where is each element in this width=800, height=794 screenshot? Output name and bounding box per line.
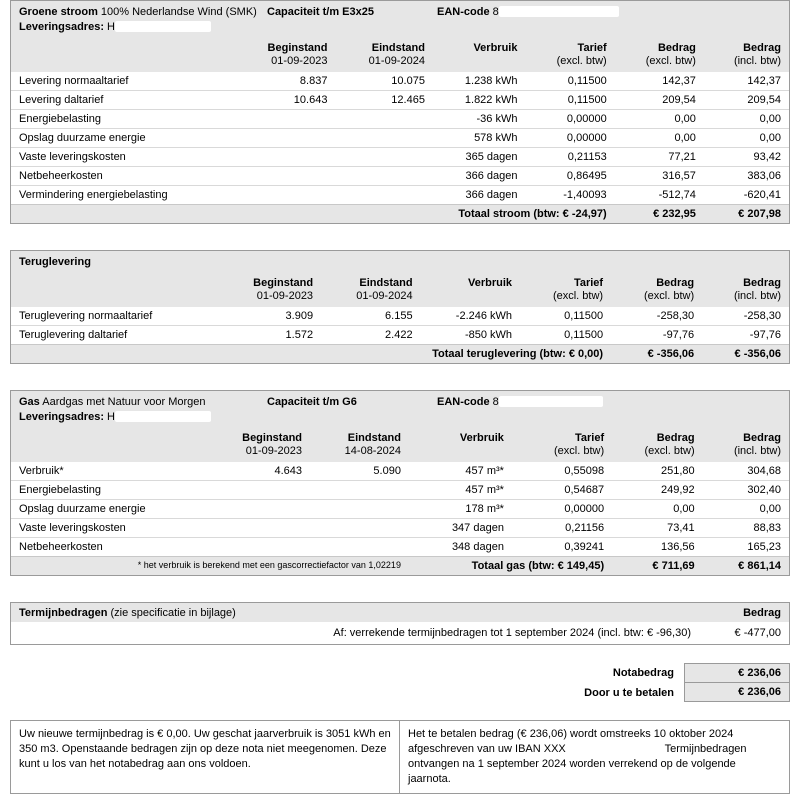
gas-table bbox=[11, 428, 789, 575]
termijn-title bbox=[19, 607, 236, 619]
row-eind: 2.422 bbox=[321, 326, 421, 345]
stroom-header-row-1 bbox=[19, 5, 781, 20]
row-excl: 0,00 bbox=[612, 500, 703, 519]
stroom-address-redaction bbox=[115, 21, 211, 32]
stroom-address-label: Leveringsadres: bbox=[19, 21, 104, 33]
notabedrag-value: € 236,06 bbox=[684, 663, 790, 683]
row-eind: 6.155 bbox=[385, 310, 413, 322]
gas-header-row-1 bbox=[19, 395, 781, 410]
row-label: Energiebelasting bbox=[11, 481, 206, 500]
row-eind bbox=[310, 519, 409, 538]
row-begin bbox=[233, 186, 335, 205]
stroom-total-incl: € 207,98 bbox=[704, 205, 789, 224]
table-row bbox=[11, 500, 789, 519]
row-label: Teruglevering normaaltarief bbox=[19, 310, 153, 322]
row-incl: -620,41 bbox=[704, 186, 789, 205]
row-verbruik: 178 m³* bbox=[409, 500, 512, 519]
stroom-col-2: Eindstand 01-09-2024 bbox=[335, 38, 433, 72]
row-verbruik: 457 m³* bbox=[465, 465, 504, 477]
row-excl: 209,54 bbox=[615, 91, 704, 110]
stroom-table-header bbox=[11, 38, 789, 72]
row-excl: 0,00 bbox=[615, 129, 704, 148]
tebetalen-label: Door u te betalen bbox=[584, 686, 674, 699]
bottom-note-right-part2: Termijnbedragen ontvangen na 1 september 2024 worden verrekend op de volgende jaarnota. bbox=[408, 743, 747, 785]
spacer bbox=[0, 702, 800, 720]
row-verbruik: 347 dagen bbox=[409, 519, 512, 538]
teruglevering-total-label: Totaal teruglevering (btw: € 0,00) bbox=[11, 345, 611, 364]
gas-address-redaction bbox=[115, 411, 211, 422]
row-incl: 88,83 bbox=[703, 519, 789, 538]
row-label: Opslag duurzame energie bbox=[11, 500, 206, 519]
teruglevering-block bbox=[10, 250, 790, 364]
gas-col-4: Tarief (excl. btw) bbox=[512, 428, 612, 462]
gas-total-incl: € 861,14 bbox=[703, 557, 789, 576]
stroom-title bbox=[19, 5, 267, 20]
table-row bbox=[11, 167, 789, 186]
bottom-note-right bbox=[400, 720, 790, 794]
stroom-ean-label: EAN-code bbox=[437, 6, 490, 18]
table-row bbox=[11, 110, 789, 129]
gas-ean bbox=[437, 395, 781, 410]
termijn-bedrag-header: Bedrag bbox=[743, 607, 781, 619]
gas-footnote: * het verbruik is berekend met een gascorrectiefactor van 1,02219 bbox=[11, 557, 409, 576]
row-label: Vaste leveringskosten bbox=[11, 519, 206, 538]
gas-title-bold: Gas bbox=[19, 396, 40, 408]
row-begin bbox=[206, 481, 310, 500]
row-excl: -512,74 bbox=[615, 186, 704, 205]
termijn-row-text: Af: verrekende termijnbedragen tot 1 september 2024 (incl. btw: € -96,30) bbox=[333, 627, 691, 639]
stroom-total-row bbox=[11, 205, 789, 224]
row-label: Energiebelasting bbox=[11, 110, 233, 129]
row-verbruik: 578 kWh bbox=[433, 129, 526, 148]
stroom-title-rest: 100% Nederlandse Wind (SMK) bbox=[100, 6, 257, 18]
row-incl: -97,76 bbox=[702, 326, 789, 345]
row-excl: 249,92 bbox=[612, 481, 703, 500]
row-label: Vermindering energiebelasting bbox=[11, 186, 233, 205]
gas-address-value: H bbox=[107, 411, 115, 423]
notabedrag-label: Notabedrag bbox=[612, 667, 674, 679]
teruglevering-table bbox=[11, 273, 789, 363]
row-begin bbox=[233, 148, 335, 167]
teruglevering-total-incl: € -356,06 bbox=[702, 345, 789, 364]
teruglevering-header-row bbox=[19, 255, 781, 270]
row-excl: -97,76 bbox=[611, 326, 702, 345]
row-tarief: 0,11500 bbox=[567, 75, 607, 87]
row-begin: 8.837 bbox=[299, 75, 328, 87]
stroom-col-5: Bedrag (excl. btw) bbox=[615, 38, 704, 72]
stroom-total-excl: € 232,95 bbox=[615, 205, 704, 224]
stroom-ean-redaction bbox=[499, 6, 619, 17]
row-tarief: 0,11500 bbox=[520, 326, 611, 345]
row-begin: 4.643 bbox=[274, 465, 303, 477]
gas-col-1: Beginstand 01-09-2023 bbox=[206, 428, 310, 462]
row-excl: 73,41 bbox=[612, 519, 703, 538]
table-row bbox=[11, 307, 789, 326]
table-row bbox=[11, 519, 789, 538]
stroom-ean bbox=[437, 5, 781, 20]
gas-capaciteit: Capaciteit t/m G6 bbox=[267, 396, 357, 408]
row-tarief: 0,55098 bbox=[564, 465, 605, 477]
table-row bbox=[11, 91, 789, 110]
row-tarief: 0,00000 bbox=[525, 129, 614, 148]
row-label: Opslag duurzame energie bbox=[11, 129, 233, 148]
row-tarief: 0,54687 bbox=[512, 481, 612, 500]
row-tarief: 0,00000 bbox=[525, 110, 614, 129]
row-begin bbox=[206, 519, 310, 538]
row-incl: 165,23 bbox=[703, 538, 789, 557]
terug-col-6: Bedrag (incl. btw) bbox=[702, 273, 789, 307]
row-tarief: 0,11500 bbox=[525, 91, 614, 110]
terug-col-0 bbox=[11, 273, 217, 307]
row-incl: 302,40 bbox=[703, 481, 789, 500]
row-verbruik: -2.246 kWh bbox=[455, 310, 513, 322]
table-row bbox=[11, 148, 789, 167]
stroom-col-6: Bedrag (incl. btw) bbox=[704, 38, 789, 72]
row-verbruik: -36 kWh bbox=[433, 110, 526, 129]
gas-col-5: Bedrag (excl. btw) bbox=[612, 428, 703, 462]
gas-title-rest: Aardgas met Natuur voor Morgen bbox=[42, 396, 206, 408]
teruglevering-total-excl: € -356,06 bbox=[611, 345, 702, 364]
stroom-col-0 bbox=[11, 38, 233, 72]
stroom-col-4: Tarief (excl. btw) bbox=[525, 38, 614, 72]
row-excl: 0,00 bbox=[615, 110, 704, 129]
stroom-address-value: H bbox=[107, 21, 115, 33]
row-begin bbox=[206, 538, 310, 557]
row-excl: 142,37 bbox=[662, 75, 696, 87]
terug-col-2: Eindstand 01-09-2024 bbox=[321, 273, 421, 307]
row-tarief: 0,11500 bbox=[564, 310, 604, 322]
tebetalen-value: € 236,06 bbox=[684, 683, 790, 702]
row-eind bbox=[335, 186, 433, 205]
stroom-table bbox=[11, 38, 789, 223]
row-verbruik: 366 dagen bbox=[433, 186, 526, 205]
row-eind bbox=[335, 167, 433, 186]
teruglevering-total-row bbox=[11, 345, 789, 364]
row-verbruik: 457 m³* bbox=[409, 481, 512, 500]
tebetalen-row bbox=[584, 683, 790, 702]
row-eind: 12.465 bbox=[335, 91, 433, 110]
stroom-header-row-2 bbox=[19, 20, 781, 35]
gas-block bbox=[10, 390, 790, 576]
stroom-capaciteit: Capaciteit t/m E3x25 bbox=[267, 6, 374, 18]
gas-header-row-2 bbox=[19, 410, 781, 425]
row-verbruik: 1.238 kWh bbox=[464, 75, 518, 87]
terug-col-4: Tarief (excl. btw) bbox=[520, 273, 611, 307]
stroom-title-bold: Groene stroom bbox=[19, 6, 98, 18]
gas-total-label: Totaal gas (btw: € 149,45) bbox=[409, 557, 612, 576]
row-begin bbox=[233, 167, 335, 186]
row-label: Levering normaaltarief bbox=[19, 75, 129, 87]
termijn-title-rest: (zie specificatie in bijlage) bbox=[110, 607, 236, 619]
gas-header bbox=[11, 391, 789, 428]
stroom-header bbox=[11, 1, 789, 38]
row-begin bbox=[233, 129, 335, 148]
gas-ean-value: 8 bbox=[492, 396, 499, 408]
termijn-row bbox=[11, 622, 789, 644]
row-verbruik: 348 dagen bbox=[409, 538, 512, 557]
spacer bbox=[0, 645, 800, 663]
spacer bbox=[0, 224, 800, 250]
row-eind bbox=[335, 110, 433, 129]
row-tarief: 0,21156 bbox=[512, 519, 612, 538]
row-incl: 0,00 bbox=[703, 500, 789, 519]
row-eind bbox=[310, 481, 409, 500]
iban-redaction bbox=[566, 743, 662, 754]
termijn-title-bold: Termijnbedragen bbox=[19, 607, 108, 619]
terug-col-1: Beginstand 01-09-2023 bbox=[217, 273, 322, 307]
stroom-total-label: Totaal stroom (btw: € -24,97) bbox=[11, 205, 615, 224]
row-excl: -258,30 bbox=[656, 310, 695, 322]
gas-table-header bbox=[11, 428, 789, 462]
row-label: Levering daltarief bbox=[11, 91, 233, 110]
terug-col-5: Bedrag (excl. btw) bbox=[611, 273, 702, 307]
gas-ean-redaction bbox=[499, 396, 603, 407]
gas-col-3: Verbruik bbox=[409, 428, 512, 462]
table-row bbox=[11, 538, 789, 557]
spacer bbox=[0, 576, 800, 602]
row-excl: 136,56 bbox=[612, 538, 703, 557]
row-verbruik: -850 kWh bbox=[421, 326, 520, 345]
row-begin: 10.643 bbox=[233, 91, 335, 110]
terug-col-3: Verbruik bbox=[421, 273, 520, 307]
gas-total-excl: € 711,69 bbox=[612, 557, 703, 576]
row-incl: 383,06 bbox=[704, 167, 789, 186]
termijn-row-amount: € -477,00 bbox=[734, 627, 781, 639]
row-begin: 3.909 bbox=[285, 310, 314, 322]
row-excl: 77,21 bbox=[615, 148, 704, 167]
row-incl: 304,68 bbox=[747, 465, 781, 477]
row-begin bbox=[233, 110, 335, 129]
row-incl: 0,00 bbox=[704, 129, 789, 148]
gas-ean-label: EAN-code bbox=[437, 396, 490, 408]
gas-col-0 bbox=[11, 428, 206, 462]
teruglevering-title: Teruglevering bbox=[19, 256, 91, 268]
row-tarief: -1,40093 bbox=[525, 186, 614, 205]
stroom-col-3: Verbruik bbox=[433, 38, 526, 72]
row-label: Vaste leveringskosten bbox=[11, 148, 233, 167]
row-incl: -258,30 bbox=[743, 310, 781, 322]
row-verbruik: 365 dagen bbox=[433, 148, 526, 167]
table-row bbox=[11, 129, 789, 148]
gas-col-6: Bedrag (incl. btw) bbox=[703, 428, 789, 462]
row-incl: 209,54 bbox=[704, 91, 789, 110]
row-excl: 316,57 bbox=[615, 167, 704, 186]
teruglevering-header bbox=[11, 251, 789, 273]
row-tarief: 0,86495 bbox=[525, 167, 614, 186]
row-verbruik: 1.822 kWh bbox=[433, 91, 526, 110]
row-incl: 0,00 bbox=[704, 110, 789, 129]
stroom-address bbox=[19, 20, 267, 35]
row-eind: 10.075 bbox=[391, 75, 425, 87]
row-label: Verbruik* bbox=[19, 465, 64, 477]
row-eind bbox=[310, 538, 409, 557]
gas-col-2: Eindstand 14-08-2024 bbox=[310, 428, 409, 462]
row-incl: 93,42 bbox=[704, 148, 789, 167]
row-label: Netbeheerkosten bbox=[11, 538, 206, 557]
row-label: Netbeheerkosten bbox=[11, 167, 233, 186]
table-row bbox=[11, 481, 789, 500]
row-label: Teruglevering daltarief bbox=[11, 326, 217, 345]
gas-total-row bbox=[11, 557, 789, 576]
stroom-ean-value: 8 bbox=[492, 6, 499, 18]
row-excl: 251,80 bbox=[660, 465, 695, 477]
table-row bbox=[11, 72, 789, 91]
spacer bbox=[0, 364, 800, 390]
row-begin bbox=[206, 500, 310, 519]
table-row bbox=[11, 462, 789, 481]
teruglevering-table-header bbox=[11, 273, 789, 307]
gas-title bbox=[19, 395, 267, 410]
row-eind: 5.090 bbox=[373, 465, 401, 477]
stroom-col-1: Beginstand 01-09-2023 bbox=[233, 38, 335, 72]
row-tarief: 0,21153 bbox=[525, 148, 614, 167]
stroom-block bbox=[10, 0, 790, 224]
row-eind bbox=[335, 129, 433, 148]
row-tarief: 0,39241 bbox=[512, 538, 612, 557]
row-tarief: 0,00000 bbox=[512, 500, 612, 519]
bottom-note-left: Uw nieuwe termijnbedrag is € 0,00. Uw geschat jaarverbruik is 3051 kWh en 350 m3. Openstaande bedragen zijn op deze nota niet meegenomen. Deze kunt u los van het notabedrag aan ons voldoen. bbox=[10, 720, 400, 794]
termijn-header bbox=[11, 603, 789, 622]
totals-block bbox=[10, 663, 790, 702]
row-eind bbox=[335, 148, 433, 167]
notabedrag-row bbox=[613, 663, 790, 683]
row-incl: 142,37 bbox=[747, 75, 781, 87]
termijnbedragen-block bbox=[10, 602, 790, 645]
table-row bbox=[11, 186, 789, 205]
bottom-notes bbox=[10, 720, 790, 794]
bottom-note-right-part1: Het te betalen bedrag (€ 236,06) wordt omstreeks 10 oktober 2024 afgeschreven van uw IBAN XXX bbox=[408, 728, 734, 755]
gas-address-label: Leveringsadres: bbox=[19, 411, 104, 423]
row-eind bbox=[310, 500, 409, 519]
row-verbruik: 366 dagen bbox=[433, 167, 526, 186]
table-row bbox=[11, 326, 789, 345]
gas-address bbox=[19, 410, 267, 425]
row-begin: 1.572 bbox=[217, 326, 322, 345]
